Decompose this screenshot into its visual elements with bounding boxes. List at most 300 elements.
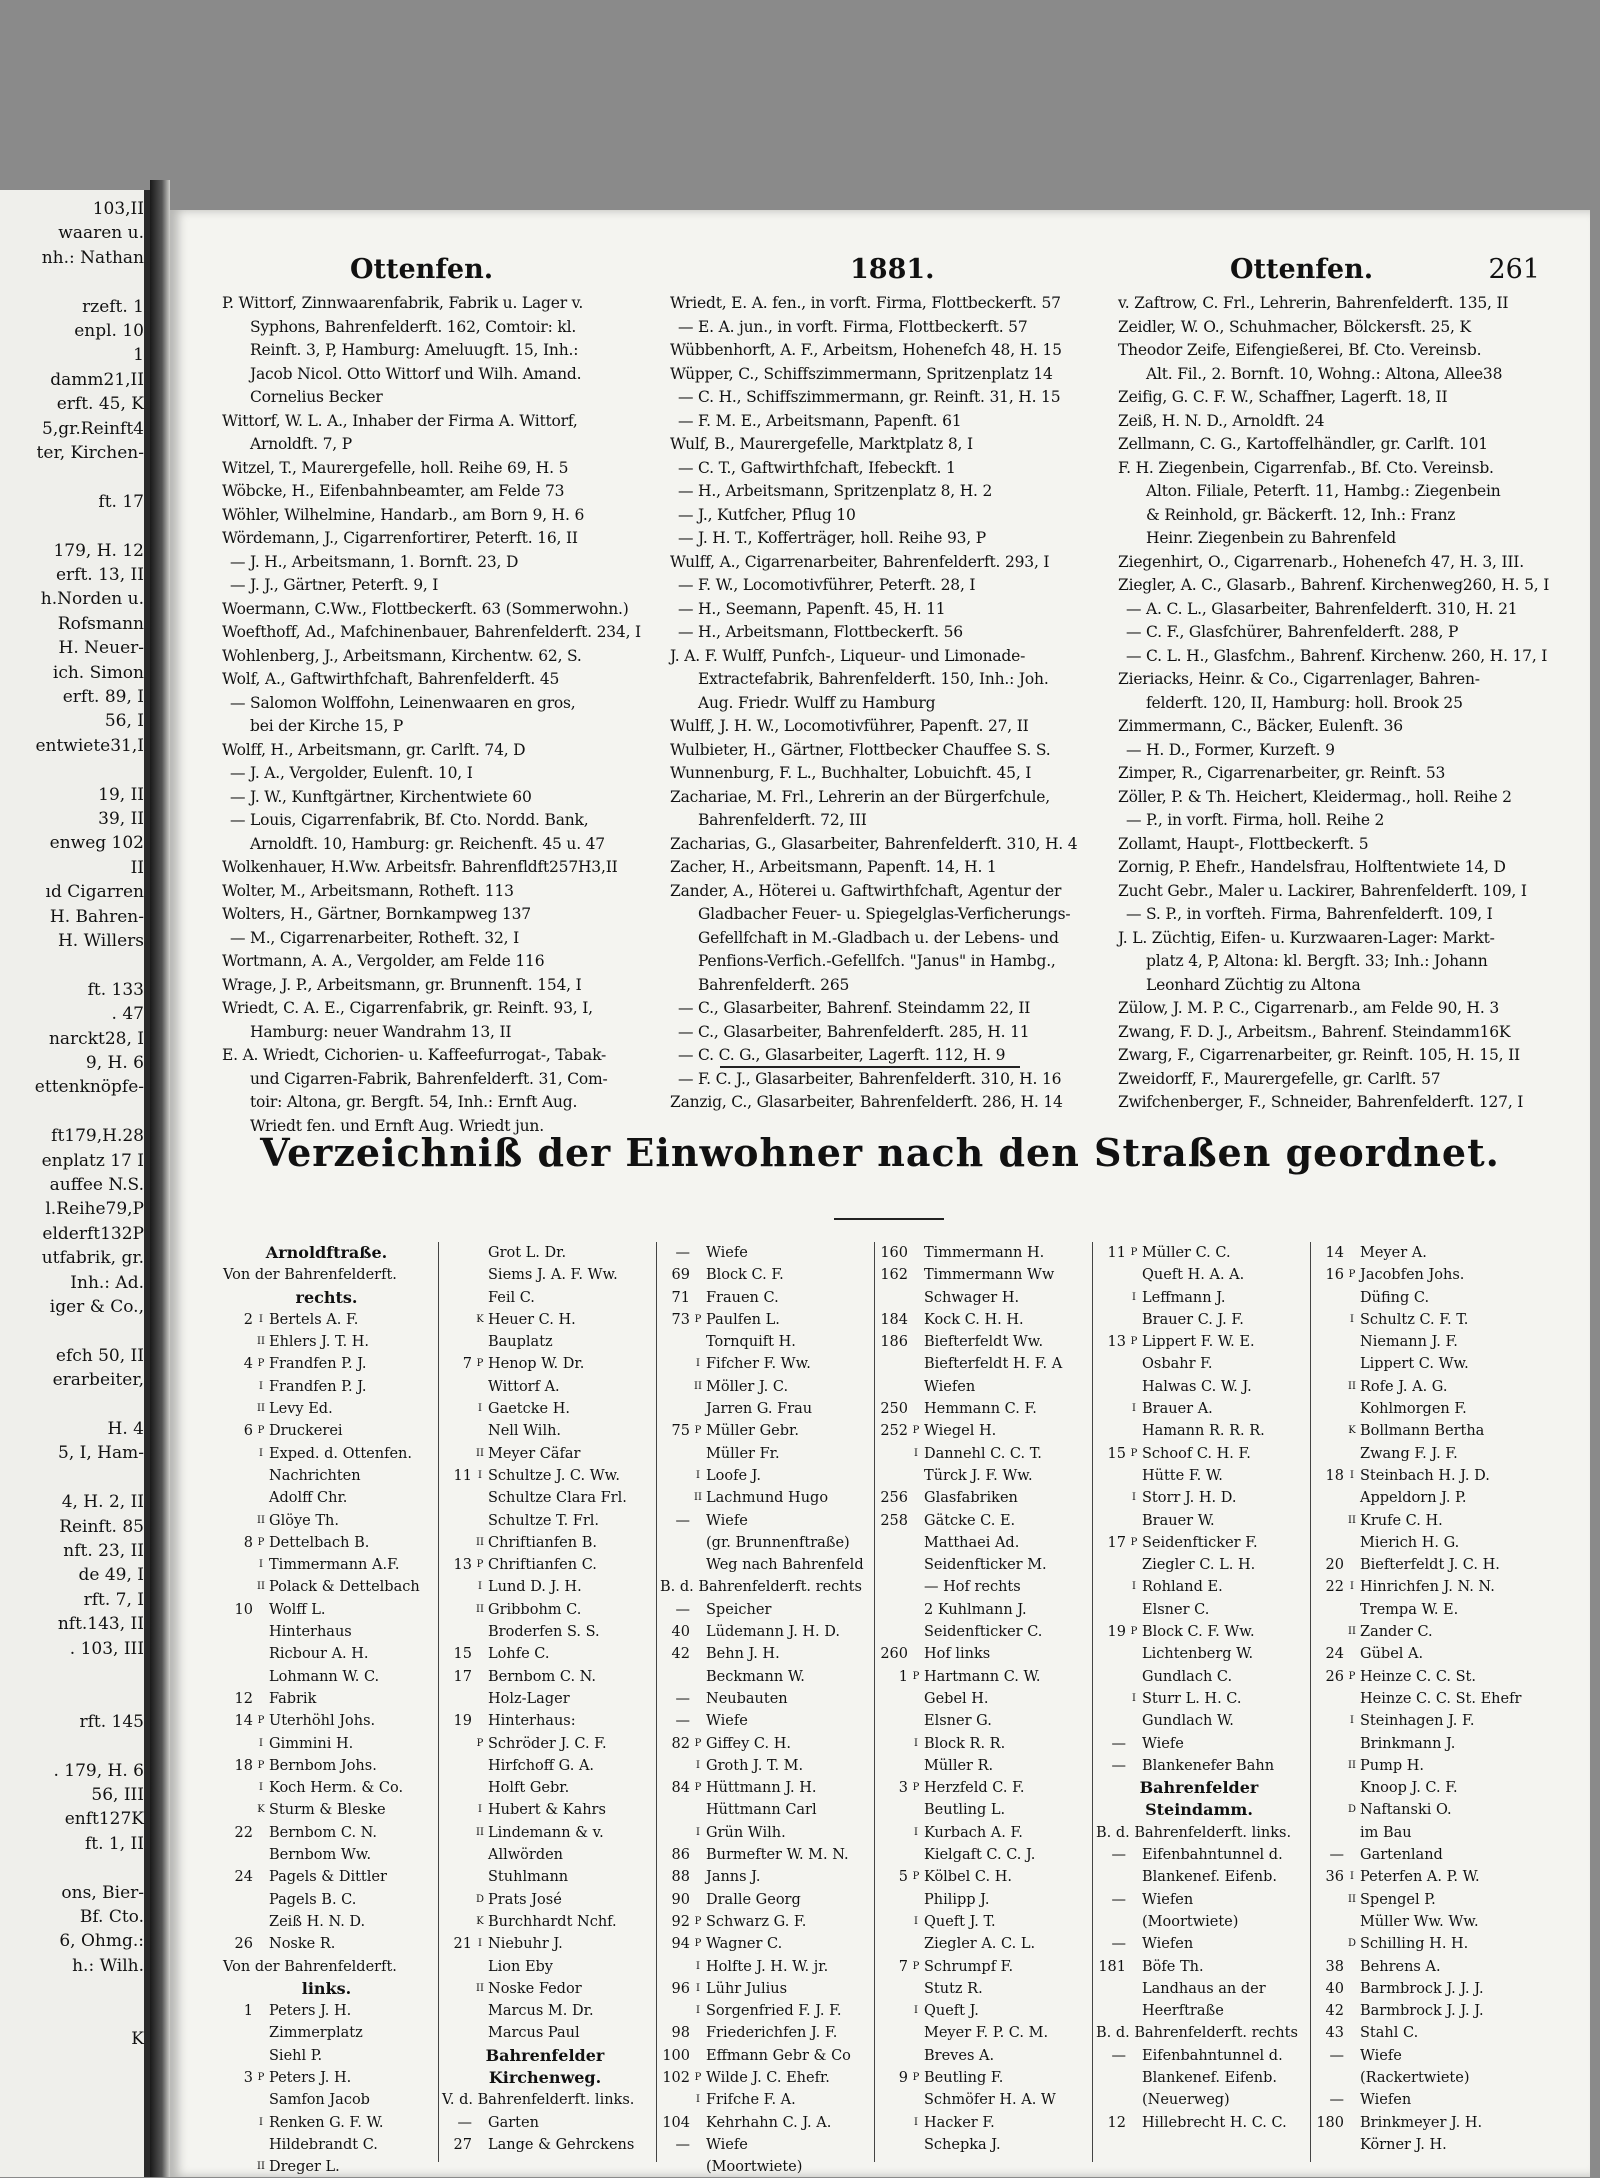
street-entry	[1096, 1242, 1302, 1264]
house-number	[1096, 1309, 1126, 1331]
house-number	[878, 2089, 908, 2111]
floor-marker	[253, 2089, 269, 2111]
street-entry	[1314, 1331, 1520, 1353]
street-entry	[223, 2089, 430, 2111]
house-number	[1096, 2000, 1126, 2022]
house-number	[1096, 1978, 1126, 2000]
house-number: —	[1329, 2092, 1344, 2109]
resident-name: Polack & Dettelbach	[269, 1579, 420, 1596]
floor-marker	[1126, 2089, 1142, 2111]
house-number	[223, 1376, 253, 1398]
resident-name: Blankenefer Bahn	[1142, 1757, 1275, 1774]
street-entry	[223, 2000, 430, 2022]
street-entry	[1314, 1889, 1520, 1911]
resident-name: Siehl P.	[269, 2047, 323, 2064]
facing-page-line: 5,gr.Reinft4	[42, 418, 144, 439]
house-number: 256	[880, 1490, 908, 1507]
house-number: 162	[880, 1267, 908, 1284]
floor-marker	[690, 1242, 706, 1264]
floor-marker	[908, 1688, 924, 1710]
street-entry	[1314, 2067, 1520, 2089]
resident-name: Von der Bahrenfelderft.	[223, 1267, 397, 1284]
street-entry	[660, 1822, 866, 1844]
house-number	[1314, 1599, 1344, 1621]
house-number	[223, 1331, 253, 1353]
house-number: —	[1111, 1735, 1126, 1752]
street-entry	[878, 1688, 1084, 1710]
facing-page-line: H. 4	[107, 1419, 144, 1439]
facing-page-line: enplatz 17 I	[41, 1150, 144, 1171]
register-entry: — C., Glasarbeiter, Bahrenf. Steindamm 22, II	[678, 999, 1031, 1017]
street-column-3	[656, 1242, 866, 2176]
facing-page-line: Rofsmann	[57, 613, 144, 634]
floor-marker	[1344, 1733, 1360, 1755]
house-number: 252	[880, 1423, 908, 1440]
street-entry	[1314, 2022, 1520, 2044]
house-number	[878, 1978, 908, 2000]
register-entry: — C. T., Gaftwirthfchaft, Ifebeckft. 1	[678, 458, 956, 477]
facing-page-line: 4, H. 2, II	[61, 1492, 144, 1513]
house-number: 181	[1098, 1958, 1126, 1975]
street-entry	[442, 1822, 648, 1844]
street-entry	[1096, 1733, 1302, 1755]
street-entry	[223, 1599, 430, 1621]
resident-name: Brinkmeyer J. H.	[1360, 2114, 1483, 2131]
floor-marker	[908, 1532, 924, 1554]
resident-name: Burchhardt Nchf.	[488, 1913, 617, 1930]
resident-name: Hütte F. W.	[1142, 1467, 1223, 1484]
resident-name: Türck J. F. Ww.	[924, 1467, 1033, 1484]
street-entry	[660, 1487, 866, 1509]
street-entry	[223, 1443, 430, 1465]
register-entry: Wolff, H., Arbeitsmann, gr. Carlft. 74, D	[222, 740, 526, 759]
resident-name: Groth J. T. M.	[706, 1757, 804, 1774]
street-entry	[1314, 1353, 1520, 1375]
resident-name: Schoof C. H. F.	[1142, 1445, 1251, 1462]
resident-name: Prats José	[488, 1891, 562, 1908]
floor-marker: I	[914, 1915, 918, 1927]
street-entry	[1096, 1956, 1302, 1978]
house-number	[223, 1487, 253, 1509]
floor-marker	[472, 1777, 488, 1799]
house-number	[878, 1576, 908, 1598]
floor-marker: P	[912, 1871, 920, 1883]
house-number: 90	[671, 1891, 690, 1908]
floor-marker	[472, 2134, 488, 2156]
register-entry: Bahrenfelderft. 265	[698, 975, 850, 994]
floor-marker	[472, 1331, 488, 1353]
street-entry	[1314, 1487, 1520, 1509]
floor-marker	[1126, 1264, 1142, 1286]
register-entry: Jacob Nicol. Otto Wittorf und Wilh. Amand.	[250, 364, 582, 383]
resident-name: Fabrik	[269, 1690, 317, 1707]
street-entry	[1096, 2112, 1302, 2134]
street-entry	[1096, 2045, 1302, 2067]
register-entry: Gefellfchaft in M.-Gladbach u. der Lebens- und	[698, 928, 1059, 947]
resident-name: Stuhlmann	[488, 1869, 569, 1886]
resident-name: rechts.	[295, 1287, 358, 1307]
resident-name: Dannehl C. C. T.	[924, 1445, 1042, 1462]
street-entry	[1314, 1710, 1520, 1732]
house-number	[878, 1532, 908, 1554]
house-number	[660, 2089, 690, 2111]
floor-marker	[472, 2022, 488, 2044]
street-entry	[1314, 1956, 1520, 1978]
resident-name: Bernbom C. N.	[269, 1824, 378, 1841]
house-number	[1096, 1599, 1126, 1621]
house-number	[1096, 1510, 1126, 1532]
floor-marker: I	[1132, 1291, 1136, 1303]
street-entry	[1314, 1733, 1520, 1755]
house-number: —	[1329, 2047, 1344, 2064]
floor-marker	[1344, 2089, 1360, 2111]
resident-name: Kock C. H. H.	[924, 1311, 1024, 1328]
street-entry	[1096, 1376, 1302, 1398]
street-entry	[442, 1242, 648, 1264]
street-entry	[223, 1666, 430, 1688]
house-number	[1314, 1420, 1344, 1442]
house-number: 100	[662, 2047, 690, 2064]
house-number	[442, 1866, 472, 1888]
floor-marker	[690, 1844, 706, 1866]
street-entry	[660, 1242, 866, 1264]
floor-marker: P	[912, 1670, 920, 1682]
street-entry	[660, 1510, 866, 1532]
street-entry	[442, 1688, 648, 1710]
house-number	[1314, 1933, 1344, 1955]
house-number: 15	[453, 1646, 472, 1663]
house-number	[442, 1242, 472, 1264]
floor-marker: I	[1350, 1715, 1354, 1727]
floor-marker: P	[694, 1313, 702, 1325]
street-entry	[660, 1576, 866, 1598]
resident-name: Gartenland	[1360, 1847, 1443, 1864]
house-number	[1314, 1443, 1344, 1465]
floor-marker	[253, 2045, 269, 2067]
floor-marker	[690, 1621, 706, 1643]
street-entry	[878, 1353, 1084, 1375]
street-entry	[660, 1554, 866, 1576]
street-entry	[660, 1889, 866, 1911]
resident-name: Appeldorn J. P.	[1360, 1490, 1467, 1507]
register-entry: — F. W., Locomotivführer, Peterft. 28, I	[678, 576, 976, 594]
facing-page-line: 5, I, Ham-	[58, 1443, 144, 1464]
floor-marker	[690, 2156, 706, 2178]
floor-marker	[1344, 1688, 1360, 1710]
resident-name: Schwager H.	[924, 1289, 1020, 1306]
street-entry	[878, 1866, 1084, 1888]
house-number	[660, 1331, 690, 1353]
street-entry	[878, 1733, 1084, 1755]
street-entry	[878, 1844, 1084, 1866]
floor-marker: I	[696, 1759, 700, 1771]
floor-marker	[1126, 2067, 1142, 2089]
street-entry	[878, 2134, 1084, 2156]
house-number: 38	[1325, 1958, 1344, 1975]
floor-marker	[1126, 1755, 1142, 1777]
floor-marker	[908, 1554, 924, 1576]
house-number	[660, 1532, 690, 1554]
street-entry	[1314, 1621, 1520, 1643]
resident-name: Glöye Th.	[269, 1512, 339, 1529]
house-number	[660, 1822, 690, 1844]
house-number: —	[675, 1601, 690, 1618]
facing-page-line: . 179, H. 6	[53, 1760, 144, 1781]
floor-marker	[1126, 1666, 1142, 1688]
floor-marker	[472, 1287, 488, 1309]
register-entry: Zeifig, G. C. F. W., Schaffner, Lagerft. 18, II	[1118, 388, 1448, 406]
street-entry	[1314, 1978, 1520, 2000]
floor-marker	[908, 2089, 924, 2111]
street-entry	[442, 1510, 648, 1532]
facing-page-line: Inh.: Ad.	[70, 1272, 144, 1293]
street-entry	[660, 1532, 866, 1554]
house-number	[878, 1353, 908, 1375]
street-entry	[442, 1264, 648, 1286]
house-number: 11	[453, 1467, 472, 1484]
floor-marker: II	[476, 1982, 484, 1994]
house-number: 94	[671, 1936, 690, 1953]
resident-name: Behrens A.	[1360, 1958, 1441, 1975]
house-number: 24	[234, 1869, 253, 1886]
street-entry	[1096, 1755, 1302, 1777]
facing-page-fragment	[0, 190, 150, 2177]
facing-page-line: ft179,H.28	[51, 1126, 144, 1147]
street-entry	[1096, 1510, 1302, 1532]
floor-marker	[908, 1844, 924, 1866]
street-entry	[660, 1844, 866, 1866]
register-entry: — J. H. T., Kofferträger, holl. Reihe 93, P	[678, 529, 986, 547]
resident-name: Wiefen	[924, 1378, 976, 1395]
register-entry: Heinr. Ziegenbein zu Bahrenfeld	[1146, 529, 1396, 547]
resident-name: Lühr Julius	[706, 1980, 788, 1997]
floor-marker	[1344, 1777, 1360, 1799]
resident-name: Allwörden	[488, 1847, 564, 1864]
street-entry	[442, 1710, 648, 1732]
resident-name: Lüdemann J. H. D.	[706, 1624, 840, 1641]
floor-marker: I	[696, 1358, 700, 1370]
house-number	[1096, 1398, 1126, 1420]
facing-page-line: h.Norden u.	[40, 589, 144, 610]
register-entry: — H., Arbeitsmann, Flottbeckerft. 56	[678, 623, 963, 641]
resident-name: Hinterhaus:	[488, 1713, 576, 1730]
house-number	[1096, 1353, 1126, 1375]
floor-marker	[690, 1710, 706, 1732]
floor-marker: I	[914, 1826, 918, 1838]
register-entry: Leonhard Züchtig zu Altona	[1146, 975, 1361, 994]
resident-name: Dreger L.	[269, 2159, 340, 2176]
street-entry	[660, 1978, 866, 2000]
resident-name: Schultz C. F. T.	[1360, 1311, 1469, 1328]
register-entry: — C. H., Schiffszimmermann, gr. Reinft. 31, H. 15	[678, 388, 1061, 406]
floor-marker	[908, 2134, 924, 2156]
resident-name: Dralle Georg	[706, 1891, 801, 1908]
section-divider	[720, 1066, 1020, 1068]
facing-page-line: 19, II	[98, 784, 144, 805]
street-entry	[1314, 1688, 1520, 1710]
house-number: 26	[234, 1936, 253, 1953]
house-number: 4	[243, 1356, 253, 1373]
title-underline	[834, 1218, 944, 1220]
street-entry	[1314, 2045, 1520, 2067]
resident-name: Zimmerplatz	[269, 2025, 363, 2042]
floor-marker	[908, 1799, 924, 1821]
header-year: 1881.	[850, 254, 935, 285]
resident-name: Timmermann Ww	[924, 1267, 1055, 1284]
floor-marker	[1126, 1866, 1142, 1888]
resident-name: Lund D. J. H.	[488, 1579, 582, 1596]
house-number: 260	[880, 1646, 908, 1663]
floor-marker: I	[478, 1804, 482, 1816]
resident-name: (Moortwiete)	[706, 2159, 803, 2176]
house-number: 3	[243, 2069, 253, 2086]
facing-page-line: enpl. 10	[74, 321, 144, 341]
street-entry	[660, 2045, 866, 2067]
house-number	[878, 2134, 908, 2156]
street-entry	[223, 1353, 430, 1375]
street-entry	[442, 1487, 648, 1509]
register-entry: — S. P., in vorfteh. Firma, Bahrenfelderft. 109, I	[1126, 905, 1493, 923]
house-number	[1314, 1287, 1344, 1309]
floor-marker	[1126, 1353, 1142, 1375]
resident-name: Levy Ed.	[269, 1401, 333, 1418]
house-number	[223, 2089, 253, 2111]
resident-name: Lohfe C.	[488, 1646, 550, 1663]
street-entry	[442, 1799, 648, 1821]
street-entry	[1096, 1643, 1302, 1665]
house-number	[442, 1956, 472, 1978]
facing-page-line: erarbeiter,	[52, 1370, 144, 1391]
facing-page-line: de 49, I	[78, 1565, 144, 1586]
street-entry	[442, 1755, 648, 1777]
resident-name: Wolff L.	[269, 1601, 326, 1618]
house-number: 36	[1325, 1869, 1344, 1886]
resident-name: Pump H.	[1360, 1757, 1424, 1774]
street-entry	[660, 1956, 866, 1978]
floor-marker	[1126, 1376, 1142, 1398]
register-entry: — C. C. G., Glasarbeiter, Lagerft. 112, H. 9	[678, 1046, 1006, 1064]
header-right-title: Ottenfen.	[1230, 254, 1374, 285]
floor-marker	[1126, 1554, 1142, 1576]
street-entry	[660, 2134, 866, 2156]
register-entry: Wöhler, Wilhelmine, Handarb., am Born 9, H. 6	[222, 505, 585, 524]
street-entry	[223, 1710, 430, 1732]
floor-marker: D	[475, 1893, 485, 1905]
floor-marker	[253, 1666, 269, 1688]
house-number	[442, 1576, 472, 1598]
register-entry: Wulbieter, H., Gärtner, Flottbecker Chauffee S. S.	[670, 740, 1051, 759]
floor-marker	[690, 1599, 706, 1621]
floor-marker	[690, 1889, 706, 1911]
street-entry	[1314, 1933, 1520, 1955]
resident-name: Gribbohm C.	[488, 1601, 582, 1618]
street-entry	[223, 1866, 430, 1888]
floor-marker	[690, 1331, 706, 1353]
facing-page-line: Bf. Cto.	[79, 1907, 144, 1927]
street-entry	[1314, 1465, 1520, 1487]
floor-marker: I	[259, 1380, 263, 1392]
page-number: 261	[1488, 254, 1540, 285]
facing-page-line: K	[131, 2029, 144, 2049]
register-entry: — C. L. H., Glasfchm., Bahrenf. Kirchenw. 260, H. 17, I	[1126, 646, 1548, 665]
register-entry: Wördemann, J., Cigarrenfortirer, Peterft. 16, II	[222, 529, 578, 547]
resident-name: Marcus Paul	[488, 2025, 580, 2042]
house-number	[660, 1487, 690, 1509]
floor-marker: P	[694, 1782, 702, 1794]
resident-name: Wilde J. C. Ehefr.	[706, 2069, 830, 2086]
floor-marker: P	[476, 1559, 484, 1571]
house-number	[660, 1398, 690, 1420]
floor-marker: I	[696, 2005, 700, 2017]
house-number	[442, 1398, 472, 1420]
resident-name: Dettelbach B.	[269, 1534, 370, 1551]
house-number: —	[675, 1245, 690, 1261]
floor-marker: P	[912, 1782, 920, 1794]
street-entry	[442, 1733, 648, 1755]
facing-page-line: iger & Co.,	[49, 1297, 144, 1317]
floor-marker: P	[694, 1425, 702, 1437]
resident-name: Landhaus an der	[1142, 1980, 1266, 1997]
floor-marker	[908, 1398, 924, 1420]
street-entry	[1314, 1599, 1520, 1621]
street-entry	[1096, 2000, 1302, 2022]
resident-name: B. d. Bahrenfelderft. rechts	[1096, 2025, 1298, 2042]
floor-marker: I	[914, 1737, 918, 1749]
resident-name: Heinze C. C. St. Ehefr	[1360, 1690, 1522, 1707]
house-number	[878, 2045, 908, 2067]
facing-page-line: 179, H. 12	[53, 540, 144, 561]
facing-page-line: 56, III	[91, 1785, 144, 1805]
resident-name: Hüttmann Carl	[706, 1802, 817, 1819]
register-entry: E. A. Wriedt, Cichorien- u. Kaffeefurrogat-, Tabak-	[222, 1046, 607, 1064]
register-entry: Penfions-Verfich.-Gefellfch. "Janus" in Hambg.,	[698, 952, 1056, 970]
floor-marker	[472, 1643, 488, 1665]
house-number	[1096, 1643, 1126, 1665]
house-number	[1096, 1465, 1126, 1487]
house-number	[1314, 1532, 1344, 1554]
register-entry: Zimmermann, C., Bäcker, Eulenft. 36	[1118, 717, 1403, 735]
resident-name: Block C. F. Ww.	[1142, 1624, 1255, 1641]
resident-name: Meyer F. P. C. M.	[924, 2025, 1049, 2042]
register-entry: P. Wittorf, Zinnwaarenfabrik, Fabrik u. Lager v.	[222, 294, 584, 312]
register-entry: Wolkenhauer, H.Ww. Arbeitsfr. Bahrenfldft257H3,II	[222, 858, 618, 876]
resident-name: Wiefe	[1360, 2047, 1402, 2064]
floor-marker	[1344, 1911, 1360, 1933]
register-entry: Wöbcke, H., Eifenbahnbeamter, am Felde 73	[222, 482, 565, 500]
floor-marker	[253, 1933, 269, 1955]
facing-page-line: l.Reihe79,P	[45, 1199, 144, 1220]
street-entry	[1314, 1799, 1520, 1821]
street-entry	[660, 2022, 866, 2044]
house-number: 11	[1107, 1245, 1126, 1261]
street-entry	[223, 2156, 430, 2178]
resident-name: Brauer W.	[1142, 1512, 1215, 1529]
facing-page-line: erft. 45, K	[56, 394, 144, 415]
register-entry: — F. C. J., Glasarbeiter, Bahrenfelderft. 310, H. 16	[678, 1069, 1062, 1088]
house-number: —	[1329, 1847, 1344, 1864]
resident-name: Mierich H. G.	[1360, 1534, 1460, 1551]
resident-name: Arnoldftraße.	[265, 1243, 388, 1262]
street-entry	[223, 1576, 430, 1598]
facing-page-line: rft. 7, I	[83, 1589, 144, 1610]
house-number	[1314, 1309, 1344, 1331]
floor-marker	[472, 2000, 488, 2022]
floor-marker: II	[1348, 1893, 1356, 1905]
resident-name: Bernbom C. N.	[488, 1668, 597, 1685]
street-entry	[223, 2022, 430, 2044]
resident-name: Knoop J. C. F.	[1360, 1780, 1458, 1797]
house-number: 71	[671, 1289, 690, 1306]
